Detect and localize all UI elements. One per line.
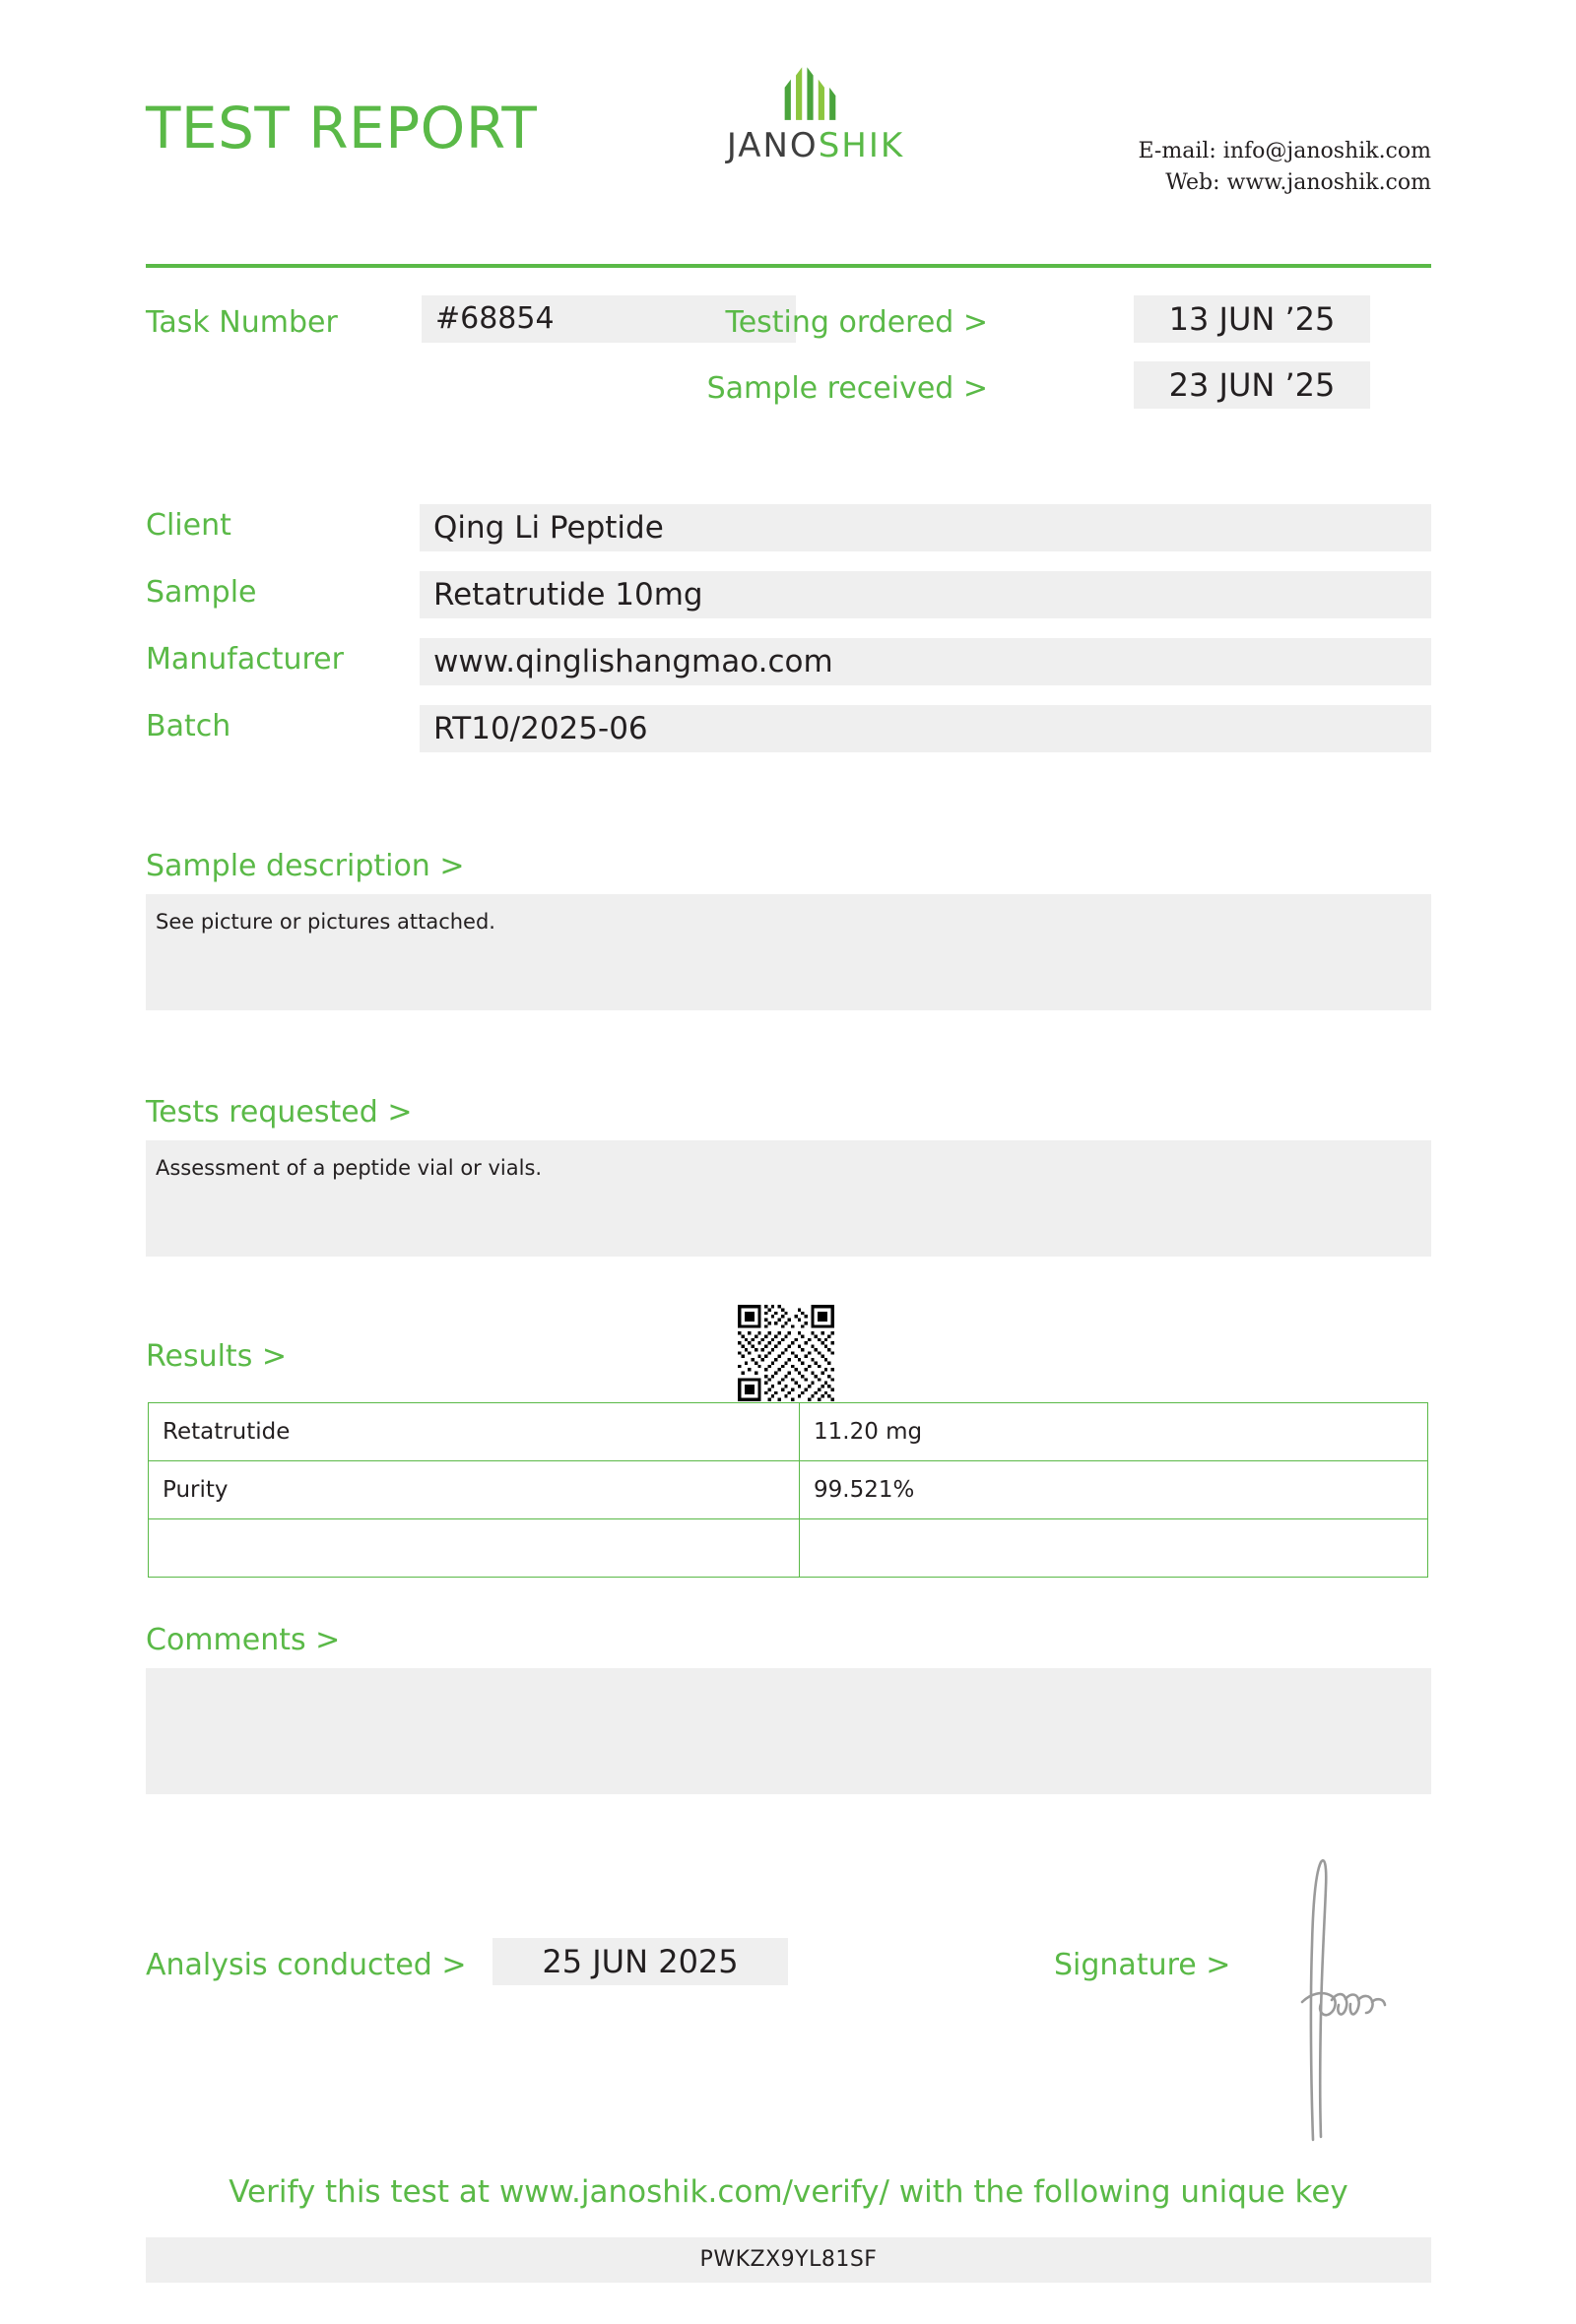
result-value (800, 1519, 1428, 1578)
task-row (146, 295, 1431, 414)
page-title: TEST REPORT (146, 95, 538, 161)
unique-key-value: PWKZX9YL81SF (146, 2237, 1431, 2283)
batch-label: Batch (146, 709, 231, 743)
sample-label: Sample (146, 575, 257, 610)
task-number-label: Task Number (146, 305, 338, 340)
results-table (148, 1402, 1428, 1578)
sample-description-box (146, 894, 1431, 1010)
manufacturer-value: www.qinglishangmao.com (420, 638, 1431, 685)
analysis-conducted-label: Analysis conducted > (146, 1948, 467, 1982)
qr-code-icon (733, 1305, 839, 1401)
sample-description-text: See picture or pictures attached. (156, 910, 495, 934)
comments-title: Comments > (146, 1623, 341, 1657)
analysis-conducted-value: 25 JUN 2025 (492, 1938, 788, 1985)
logo-text-green: SHIK (818, 126, 905, 165)
batch-value: RT10/2025-06 (420, 705, 1431, 752)
verify-text: Verify this test at www.janoshik.com/verify/ with the following unique key (229, 2174, 1348, 2210)
report-header (146, 0, 1431, 212)
header-divider (146, 264, 1431, 268)
contact-email: E-mail: info@janoshik.com (1138, 139, 1431, 163)
result-value: 99.521% (800, 1461, 1428, 1519)
tests-requested-title: Tests requested > (146, 1095, 413, 1130)
result-name (149, 1519, 800, 1578)
sample-received-value: 23 JUN ’25 (1134, 361, 1370, 409)
client-value: Qing Li Peptide (420, 504, 1431, 551)
results-title: Results > (146, 1339, 287, 1374)
logo-mountain-icon (764, 61, 866, 122)
info-row-manufacturer (146, 638, 1431, 685)
sample-value: Retatrutide 10mg (420, 571, 1431, 618)
contact-block (1138, 136, 1431, 199)
info-row-client (146, 504, 1431, 551)
table-row (149, 1403, 1428, 1461)
comments-box (146, 1668, 1431, 1794)
result-name: Purity (149, 1461, 800, 1519)
info-block (146, 504, 1431, 772)
tests-requested-text: Assessment of a peptide vial or vials. (156, 1156, 543, 1180)
table-row (149, 1461, 1428, 1519)
result-value: 11.20 mg (800, 1403, 1428, 1461)
manufacturer-label: Manufacturer (146, 642, 344, 677)
testing-ordered-label: Testing ordered > (725, 305, 988, 340)
signature-label: Signature > (1054, 1948, 1231, 1982)
sample-received-label: Sample received > (706, 371, 988, 406)
sample-description-title: Sample description > (146, 849, 465, 883)
tests-requested-box (146, 1140, 1431, 1257)
info-row-batch (146, 705, 1431, 752)
client-label: Client (146, 508, 231, 543)
result-name: Retatrutide (149, 1403, 800, 1461)
table-row (149, 1519, 1428, 1578)
info-row-sample (146, 571, 1431, 618)
logo-wordmark (692, 126, 939, 165)
contact-web: Web: www.janoshik.com (1165, 170, 1431, 195)
janoshik-logo (692, 61, 939, 165)
logo-text-dark: JANO (726, 126, 819, 165)
signature-icon (1280, 1856, 1399, 2142)
testing-ordered-value: 13 JUN ’25 (1134, 295, 1370, 343)
task-number-value: #68854 (422, 295, 796, 343)
